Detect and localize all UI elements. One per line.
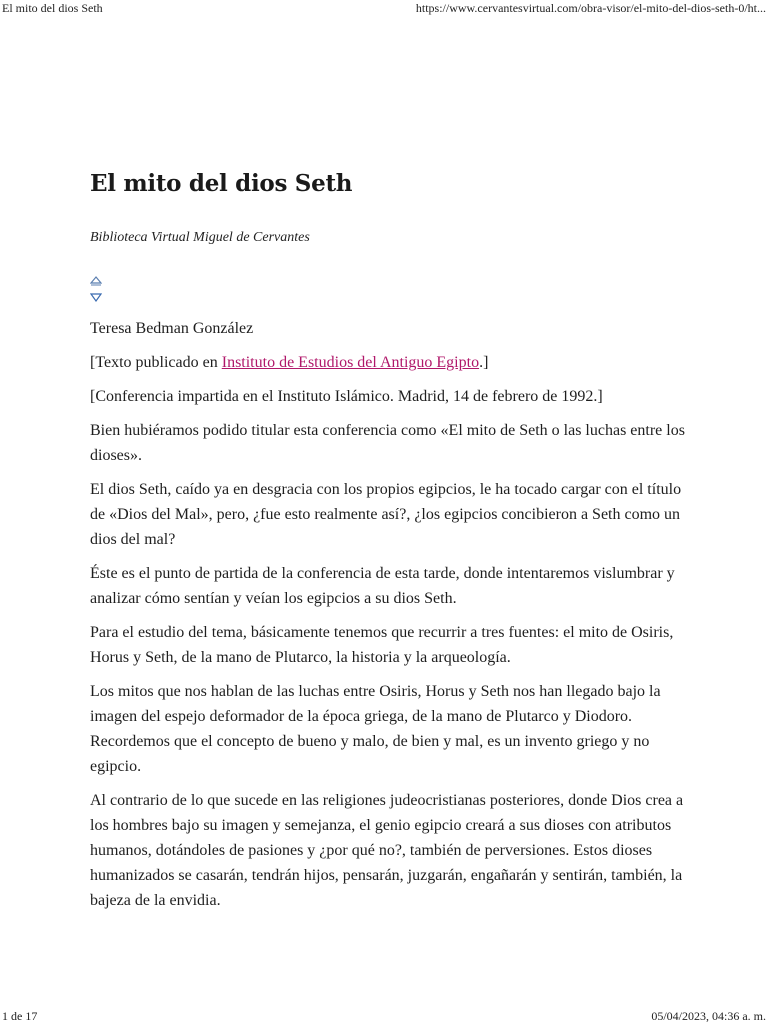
paragraph: Al contrario de lo que sucede en las religiones judeocristianas posteriores, donde Dios crea a los hombres bajo su imagen y semejanza, el genio egipcio creará a sus dioses con atributos humanos, dotándoles de pasiones y ¿por qué no?, también de perversiones. Estos dioses humanizados se casarán, tendrán hijos, pensarán, juzgarán, engañarán y sentirán, también, la bajeza de la envidia. bbox=[90, 792, 684, 909]
page-subtitle: Biblioteca Virtual Miguel de Cervantes bbox=[90, 230, 310, 245]
article bbox=[90, 168, 690, 909]
print-datetime: 05/04/2023, 04:36 a. m. bbox=[651, 1009, 766, 1023]
arrow-up-icon[interactable] bbox=[90, 276, 102, 286]
section-nav-arrows bbox=[90, 276, 106, 308]
published-prefix: [Texto publicado en bbox=[90, 354, 222, 371]
published-suffix: .] bbox=[479, 354, 489, 371]
published-line bbox=[90, 350, 690, 375]
conference-line: [Conferencia impartida en el Instituto Islámico. Madrid, 14 de febrero de 1992.] bbox=[90, 388, 603, 405]
print-header-url: https://www.cervantesvirtual.com/obra-visor/el-mito-del-dios-seth-0/ht... bbox=[415, 1, 766, 15]
arrow-down-icon[interactable] bbox=[90, 292, 102, 302]
page-title: El mito del dios Seth bbox=[90, 170, 353, 197]
page-counter: 1 de 17 bbox=[2, 1009, 38, 1023]
paragraph: Para el estudio del tema, básicamente tenemos que recurrir a tres fuentes: el mito de Osiris, Horus y Seth, de la mano de Plutarco, la historia y la arqueología. bbox=[90, 624, 674, 666]
paragraph: Bien hubiéramos podido titular esta conferencia como «El mito de Seth o las luchas entre los dioses». bbox=[90, 422, 685, 464]
print-header bbox=[0, 0, 768, 16]
author-line: Teresa Bedman González bbox=[90, 320, 254, 337]
print-footer bbox=[0, 1008, 768, 1024]
print-header-title: El mito del dios Seth bbox=[2, 1, 103, 15]
paragraph: Los mitos que nos hablan de las luchas entre Osiris, Horus y Seth nos han llegado bajo la imagen del espejo deformador de la época griega, de la mano de Plutarco y Diodoro. Recordemos que el concepto de bueno y malo, de bien y mal, es un invento griego y no egipcio. bbox=[90, 683, 661, 775]
article-body bbox=[90, 316, 690, 922]
paragraph: Éste es el punto de partida de la conferencia de esta tarde, donde intentaremos vislumbrar y analizar cómo sentían y veían los egipcios a su dios Seth. bbox=[90, 565, 675, 607]
paragraph: El dios Seth, caído ya en desgracia con los propios egipcios, le ha tocado cargar con el título de «Dios del Mal», pero, ¿fue esto realmente así?, ¿los egipcios concibieron a Seth como un dios del mal? bbox=[90, 481, 682, 548]
source-link[interactable]: Instituto de Estudios del Antiguo Egipto bbox=[221, 354, 480, 371]
